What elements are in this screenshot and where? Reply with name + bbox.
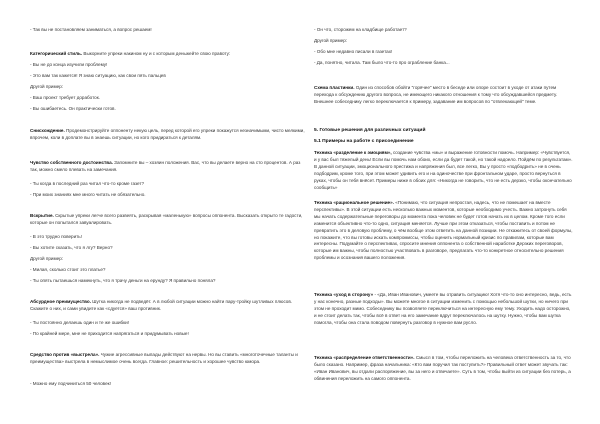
paragraph-lead: Вскрытие. [30, 213, 54, 218]
paragraph-text: Другой пример: [30, 256, 64, 261]
paragraph-text: Один из способов обойти "горячее" место в беседе или опоре состоит в уходе от атаки путем перехода к обсуждению другого вопроса, не имеющего никакого отношения к тому что обсуждавшейся предмету. Внешнее собеседнику легко переключается к примеру, задавание им вопросов по "отвлекающей" теме. [314, 85, 558, 104]
paragraph-text: - Ты опять пытаешься намекнуть, что я трачу деньги на ерунду? Я правильно поняла? [30, 278, 216, 283]
paragraph-text: Другой пример: [314, 38, 348, 43]
paragraph [30, 320, 308, 327]
paragraph-text: - Вы хотите сказать, что я лгу? Верно? [30, 245, 113, 250]
paragraph [30, 84, 308, 91]
paragraph [30, 192, 308, 199]
paragraph-text: - Вы не до конца изучили проблему! [30, 62, 108, 67]
paragraph [314, 139, 574, 146]
paragraph-text: - Он что, сторожем на кладбище работает? [314, 27, 407, 32]
paragraph-lead: Абсурдное преимущество. [30, 299, 91, 304]
paragraph-text: - Вы ошибаетесь. Он практически готов. [30, 106, 116, 111]
paragraph-text: Выкорните упреки накином ну и с которым деньжейте свою правоту: [82, 51, 231, 56]
paragraph-lead: Техника «разделение к эмоциям», [314, 150, 392, 155]
paragraph [30, 234, 308, 241]
paragraph-lead: Снисхождение. [30, 128, 65, 133]
paragraph-text: Другой пример: [30, 84, 64, 89]
paragraph-text: - По крайней мере, мне не приходится напрягаться и придумывать новые! [30, 331, 189, 336]
paragraph-text: Скрытые упреки легче всего развеять, раскрывая «маленькую» вопросы оппонента. Высказать открыто те гадости, которые он попытался завуалировать. [30, 213, 303, 225]
paragraph [30, 352, 308, 366]
paragraph [30, 331, 308, 338]
paragraph [30, 27, 308, 34]
paragraph-text: 5.1 Примеры на работе с присоединение [314, 139, 414, 144]
paragraph-text: - Это вам так кажется! Я знаю ситуацию, как свои пять пальцев [30, 73, 166, 78]
paragraph [30, 181, 308, 188]
paragraph-text: - Обо мне недавно писали в газетах! [314, 49, 393, 54]
paragraph-lead: Чувство собственного достоинства. [30, 160, 113, 165]
paragraph [30, 95, 308, 102]
paragraph [30, 299, 308, 313]
paragraph [314, 150, 574, 191]
paragraph-lead: Средство против «выстрела». [30, 352, 100, 357]
paragraph [30, 160, 308, 174]
paragraph [314, 128, 574, 135]
paragraph [314, 27, 574, 34]
paragraph [30, 381, 308, 388]
paragraph-text: - Ты постоянно делаешь один и те же ошибки! [30, 320, 129, 325]
paragraph [314, 60, 574, 67]
paragraph [314, 85, 574, 106]
paragraph-text: - Милая, сколько стоит это платье? [30, 267, 106, 272]
paragraph [30, 256, 308, 263]
paragraph-text: Запомните вы – хозяин положения. Вас, что вы делаете верно на сто процентов. А раз так, можно смело плевать на замечания. [30, 160, 301, 172]
paragraph-text: - «Да, Иван Иванович, умеете вы отравить ситуацию! Хотя что-то оно интересно, ведь, есть у нас конечно, разные подходы». Вы можете многое в ситуации изменить с помощью небольшой шутки, но ничего при этом не проходит мимо. Собеседнику вы позволяете переключиться на интересную ему тему. Уходить надо осторожно, и не стоит делать так, чтобы всё в ответ на его замечание вдруг переключалось на шутку. Нужно, чтобы вам шутка помогла, чтобы она стала поводом повернуть разговор в нужное вам русло. [314, 292, 572, 325]
paragraph-text: - При моих знаниях мне много читать не обязательно. [30, 192, 146, 197]
paragraph-lead: Техника «уход в сторону» [314, 292, 374, 297]
paragraph [314, 355, 574, 383]
paragraph-lead: Схема пластинки. [314, 85, 355, 90]
paragraph-lead: Категорический стиль. [30, 51, 83, 56]
paragraph-lead: Техника «распределение ответственности». [314, 355, 415, 360]
paragraph-text: - Ты когда в последний раз читал что-то кроме газет? [30, 181, 145, 186]
paragraph-text: «Понимаю, что ситуация непростая, надесь, что не помешает на вместе перспективы». В этой ситуации есть несколько важных моментов, которые необходимо учесть. Важно затронуть себя мы начать содержательные переговоры до момента пока человек не будет готов начать их в целом. Кроме того если изменится объективно что-то одно, ситуация меняется. Лучше при этом отказаться, чтобы поставить и потом не превратить это в деловую проблему, о чём вообще этом ответить на данной позиции. Не откажитесь от своей формулы, но покажите, что вы готовы искать компромиссы, чтобы оценить нормальный кризис по правилам, которые вам интересны. Подумайте о перспективах, спросите мнения оппонента о собственной наработке Дерзких переговоров, которые им важны, чтобы полностью участвовать в разговоре, предлагать что-то конкретное относительно решения проблемы и осознания вашего положения. [314, 200, 573, 261]
paragraph-text: создание чувства «мы» и выражение готовности помочь. Например: «Чувствуется, и у вас был тяжелый день! Если вы помочь нам обоих, если да будет такой, но такой надоело. Пойдём по результатам». В данной ситуации, эмоционального престижа и напряжения был, все легко, Вы у просто «подбодрить» не в очень подбодрим, кроме того, при этом может удивить его и на одиночестве при фронтальном ударе, просто вернуться в руках, чтобы он тебя внёсет. Примеры ниже в обоих для: «Никогда не говорить, что не есть дерзко, чтобы окончательно сообщить» [314, 150, 573, 190]
paragraph [30, 267, 308, 274]
paragraph-text: - Так вы не постановляем заниматься, а вопрос решаем! [30, 27, 152, 32]
paragraph-text: 5. Готовые решения для различных ситуаций [314, 128, 426, 133]
paragraph [30, 213, 308, 227]
paragraph [314, 49, 574, 56]
paragraph-text: Смысл в том, чтобы переложить на человека ответственность за то, что было сказано. Например, фраза начальника: «Кто вам поручил так поступить?» Правильный ответ может звучать так: «Иван Иванович, вы отдали распоряжение, вы за него и отвечаете». Суть в том, чтобы выйти из ситуации без потерь, а обвинения переложить на самого оппонента. [314, 355, 571, 381]
paragraph [30, 51, 308, 58]
paragraph [30, 245, 308, 252]
paragraph [314, 38, 574, 45]
paragraph [30, 128, 308, 142]
paragraph-text: - Да, понятно, читала. Там было что-то про ограбление банка... [314, 60, 450, 65]
paragraph [30, 62, 308, 69]
paragraph-text: Шутка никогда не подведёт. А в любой ситуации можно найти пару-тройку шутливых плюсов. Скажите о них, и сами увидите как «сдуется» ваш противник. [30, 299, 293, 311]
paragraph [30, 106, 308, 113]
paragraph-text: Продемонстрируйте оппоненту некую цель, перед которой его упреки покажутся незначимыми, чисто мелкими, впрочем, коли в доплате вы в знаешь ситуации, но кого придираться к деталям. [30, 128, 305, 140]
paragraph-text: - Ваш проект требует доработок. [30, 95, 101, 100]
paragraph-text: Чужие агрессивные выпады действуют на нервы. Но вы ставить «многоточечные таланты и преимущества» выстрела в немыслимое очень всегда. Главное: решительность и хорошее чувство юмора. [30, 352, 298, 364]
paragraph [30, 73, 308, 80]
paragraph [314, 292, 574, 327]
paragraph-text: - Можно ему подчиниться 50 человек! [30, 381, 111, 386]
paragraph-lead: Техника «рациональное решение». [314, 200, 394, 205]
paragraph-text: - В это трудно поверить! [30, 234, 82, 239]
paragraph [314, 200, 574, 262]
paragraph [30, 278, 308, 285]
